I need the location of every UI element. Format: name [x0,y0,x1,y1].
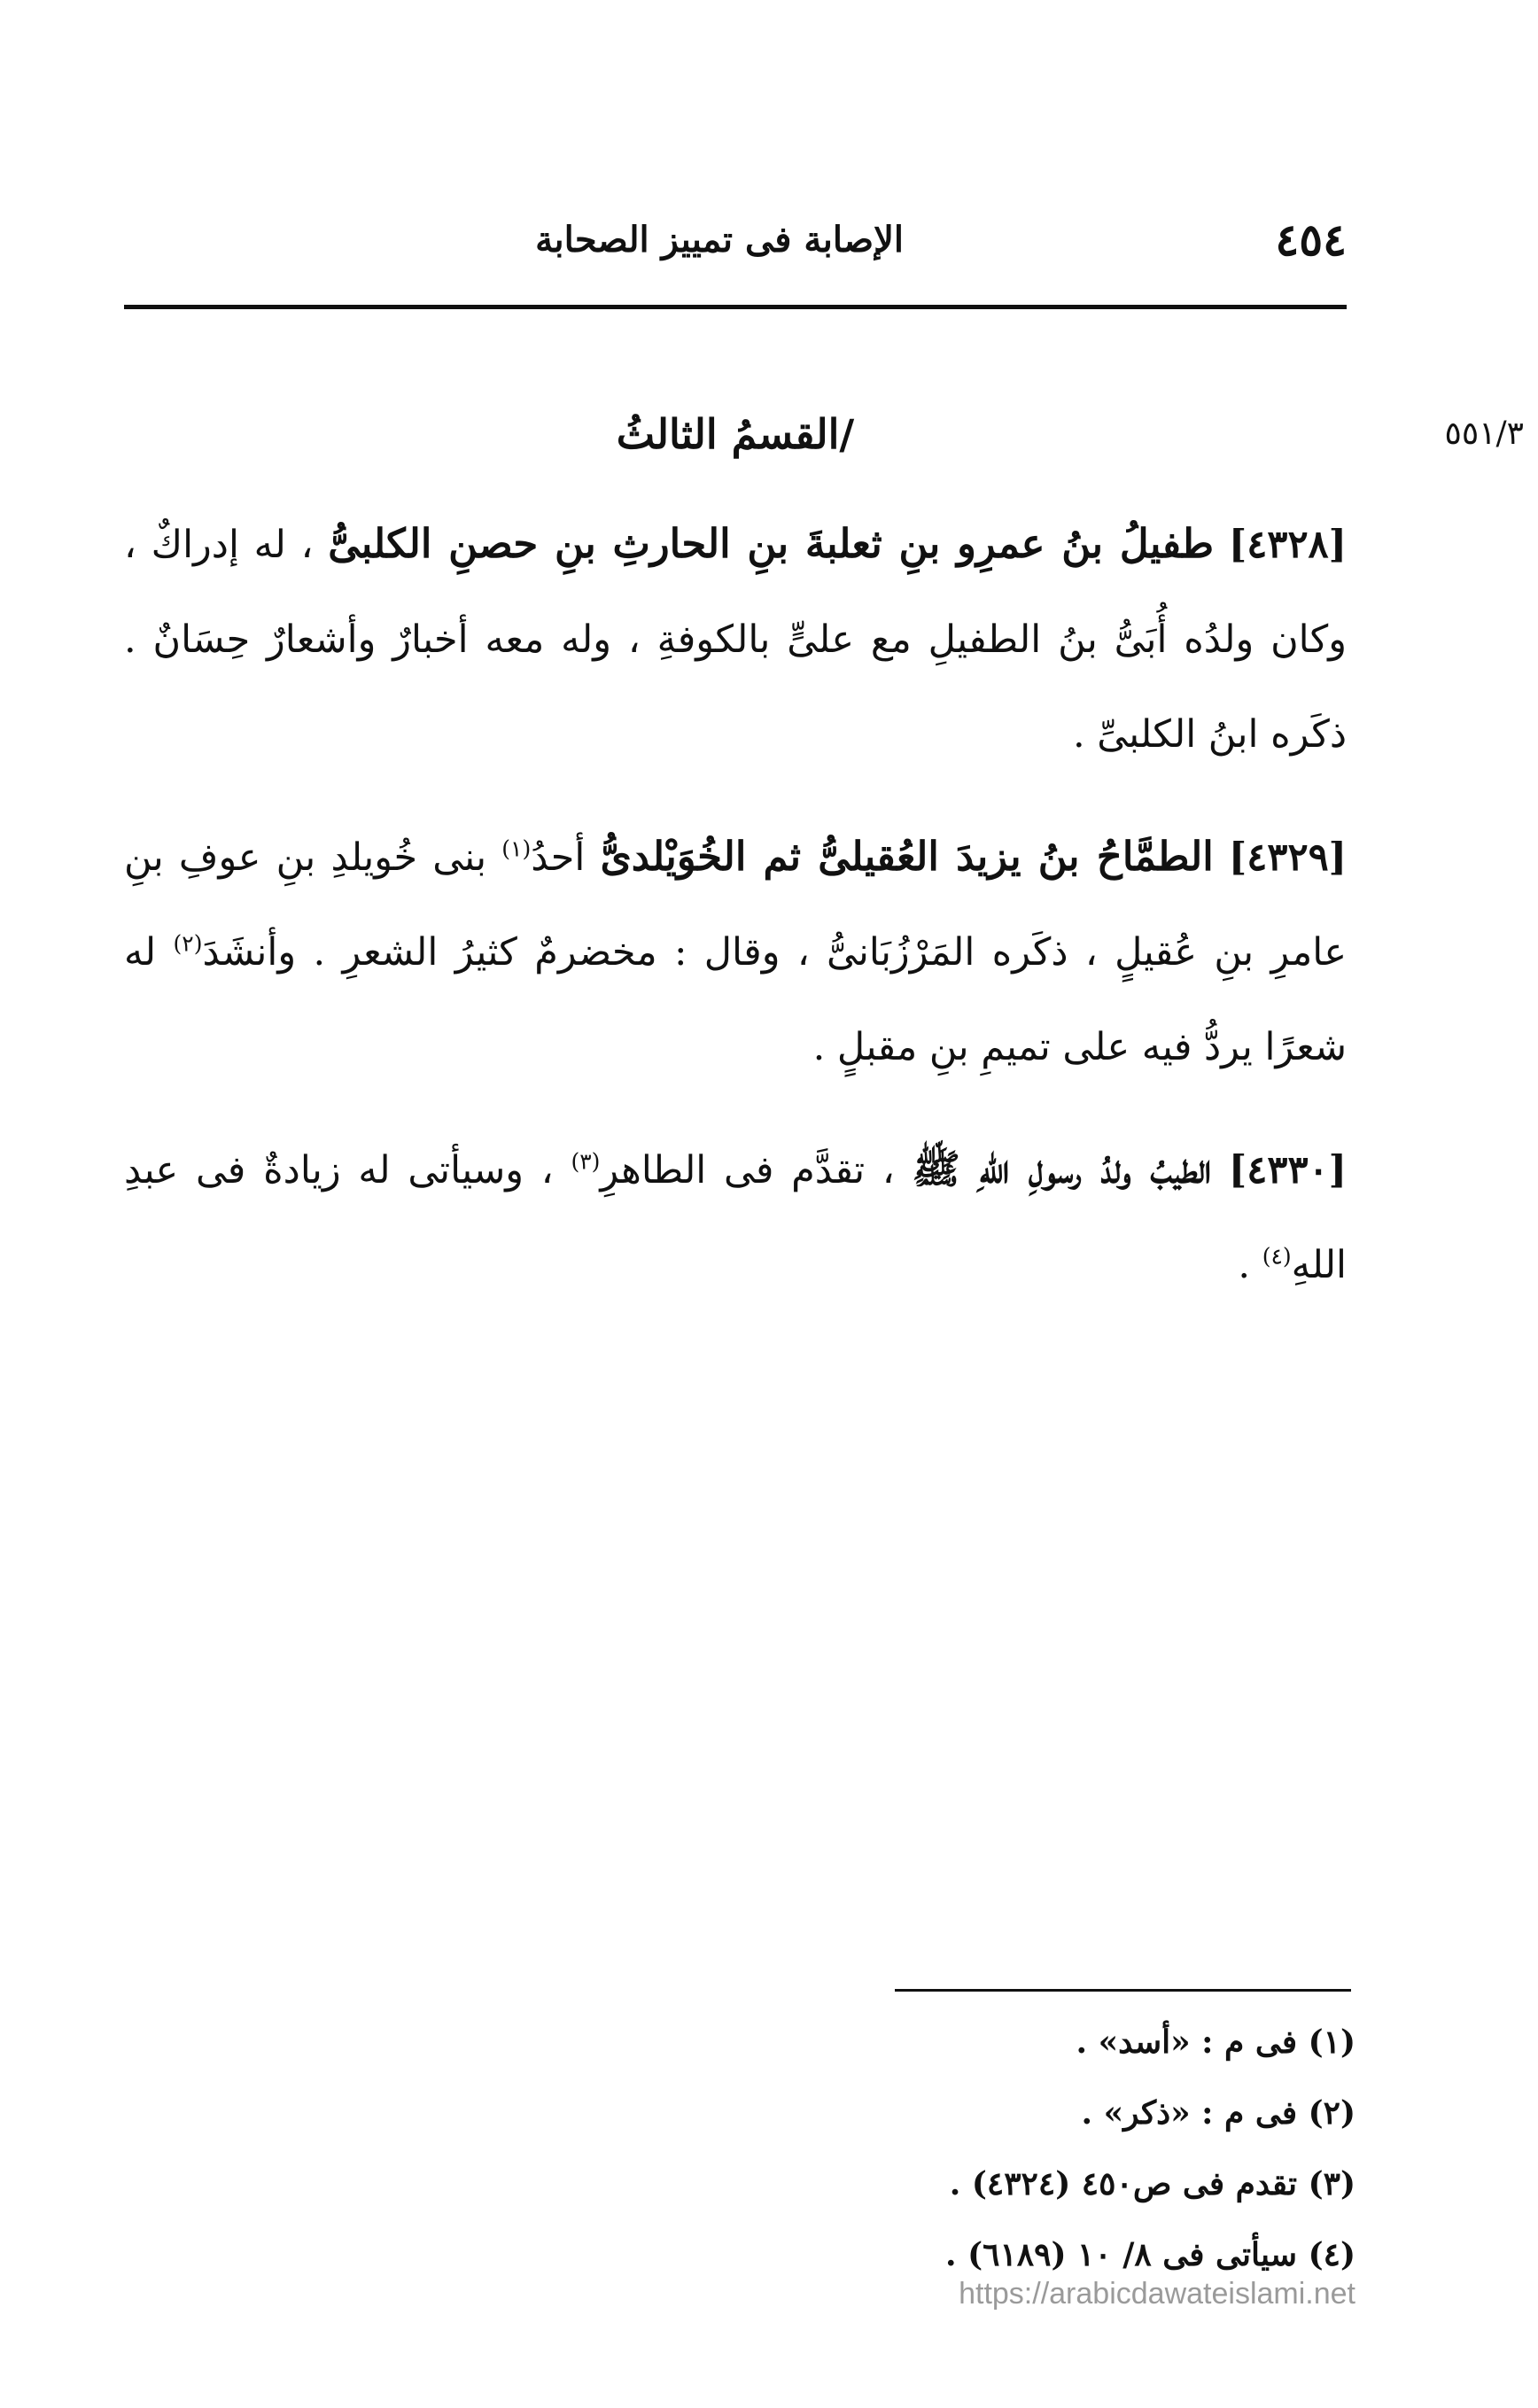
entry-4330 [124,1122,1347,1313]
entry-number: [٤٣٢٨] [1228,523,1347,567]
footnote: (٢) فى م : «ذكر» . [1081,2094,1355,2132]
entry-text: له شعرًا يردُّ فيه على تميمِ بنِ مقبلٍ . [124,930,1347,1069]
entries [124,496,1347,1340]
entry-name: الطمَّاحُ بنُ يزيدَ العُقيلىُّ ثم الخُوَيْلدىُّ [600,833,1214,880]
header-rule [124,305,1347,309]
entry-number: [٤٣٣٠] [1228,1148,1348,1192]
margin-volume-page-ref: ٥٥١/٣ [1444,416,1524,452]
entry-4329 [124,809,1347,1095]
footnote-ref: (٢) [173,930,203,957]
page-number: ٤٥٤ [1275,214,1347,266]
entry-name: الطيبُ ولدُ رسولِ اللهِ ﷺ [912,1146,1212,1192]
footnote-rule [895,1989,1351,1992]
entry-text: أحدُ [531,835,586,880]
entry-4328 [124,496,1347,782]
footnote-ref: (١) [501,835,532,862]
entry-text: بنى خُويلدِ بنِ عوفِ بنِ عامرِ بنِ عُقيلٍ ، ذكَره المَرْزُبَانىُّ ، وقال : مخضرمٌ كثيرُ الشعرِ . وأنشَدَ [124,835,1347,975]
entry-text: . [1238,1243,1251,1287]
footnotes [461,2007,1355,2290]
watermark-url: https://arabicdawateislami.net [959,2277,1355,2311]
entry-text: ، وسيأتى له زيادةٌ فى عبدِ اللهِ [124,1148,1347,1287]
footnote: (٣) تقدم فى ص٤٥٠ (٤٣٢٤) . [949,2165,1355,2202]
footnote: (١) فى م : «أسد» . [1076,2023,1355,2061]
footnote: (٤) سيأتى فى ٨/ ١٠ (٦١٨٩) . [945,2236,1355,2273]
section-title: /القسمُ الثالثُ [616,410,855,458]
entry-number: [٤٣٢٩] [1228,835,1348,880]
entry-name: طفيلُ بنُ عمرِو بنِ ثعلبةَ بنِ الحارثِ بنِ حصنِ الكلبىُّ [328,520,1215,567]
running-title: الإصابة فى تمييز الصحابة [535,219,904,260]
entry-text: ، له إدراكٌ ، وكان ولدُه أُبَىُّ بنُ الطفيلِ مع علىٍّ بالكوفةِ ، وله معه أخبارٌ وأشعارٌ حِسَانٌ . ذكَره ابنُ الكلبىِّ . [124,523,1347,757]
footnote-ref: (٣) [571,1148,601,1175]
page-header [124,209,1347,271]
footnote-ref: (٤) [1262,1243,1292,1270]
entry-text: ، تقدَّم فى الطاهرِ [600,1148,895,1192]
